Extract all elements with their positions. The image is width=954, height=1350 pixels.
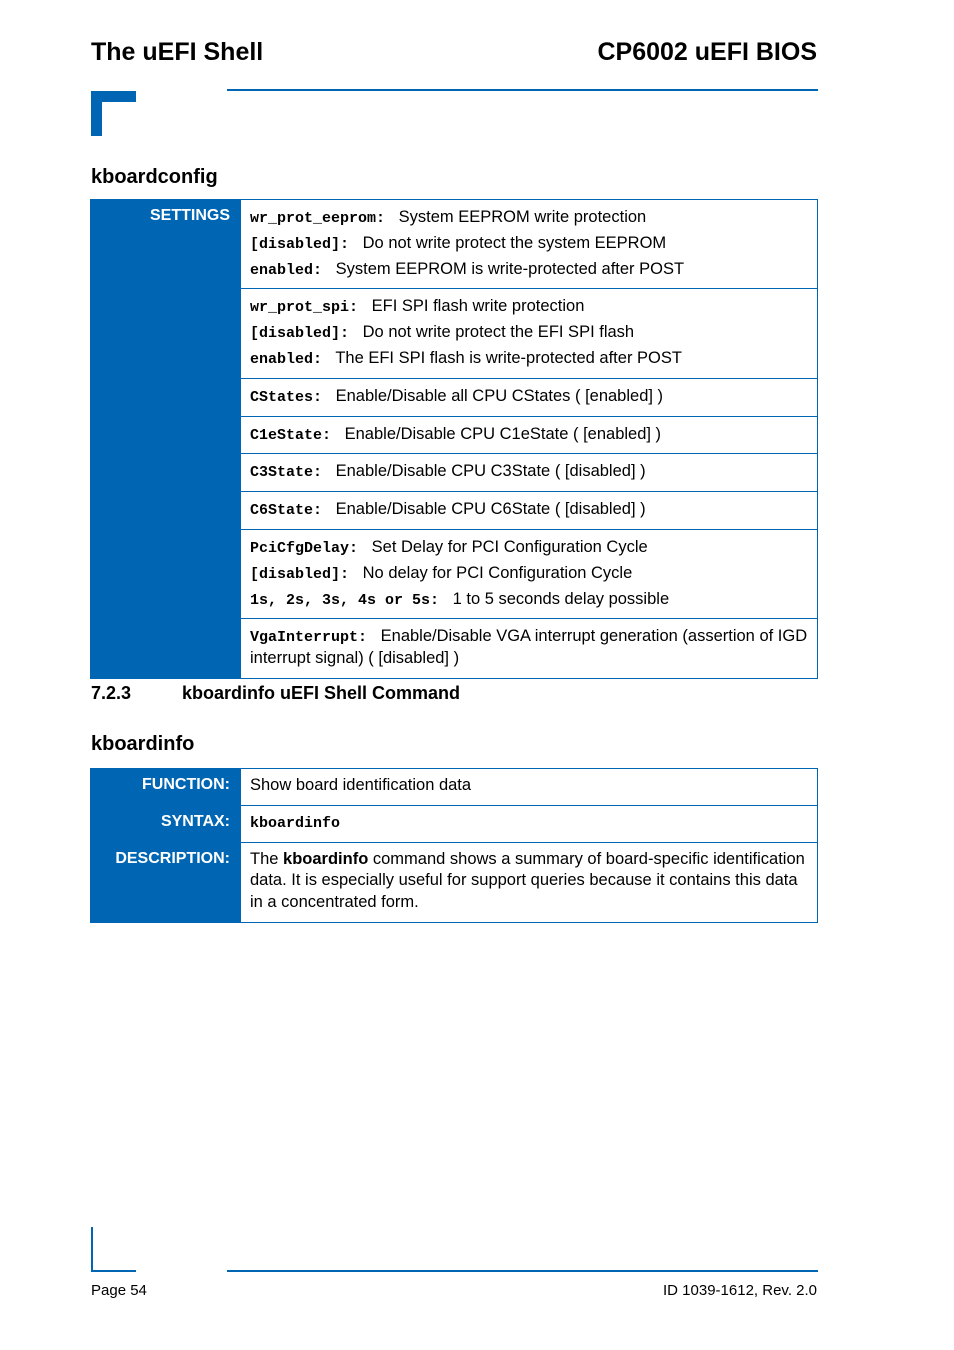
setting-description: Do not write protect the system EEPROM (362, 233, 667, 252)
setting-description: Enable/Disable CPU C6State ( [disabled] ) (335, 500, 646, 519)
setting-description: System EEPROM write protection (398, 208, 647, 226)
setting-line (250, 322, 808, 344)
header-right-title: CP6002 uEFI BIOS (597, 38, 817, 66)
setting-line (250, 207, 808, 229)
setting-key: wr_prot_spi: (250, 299, 359, 317)
setting-line (250, 259, 808, 281)
setting-key: VgaInterrupt: (250, 629, 368, 647)
setting-key: C3State: (250, 464, 323, 482)
setting-description: Set Delay for PCI Configuration Cycle (371, 537, 648, 556)
setting-key: [disabled]: (250, 565, 350, 583)
setting-key: CStates: (250, 388, 323, 406)
setting-line (250, 386, 808, 408)
setting-line (250, 461, 808, 483)
page-number: Page 54 (91, 1282, 147, 1299)
setting-key: wr_prot_eeprom: (250, 210, 386, 227)
settings-cell (241, 416, 818, 454)
setting-description: Enable/Disable CPU C1eState ( [enabled] ) (344, 424, 662, 443)
function-row (91, 769, 818, 806)
setting-line (250, 424, 808, 446)
setting-description: Enable/Disable VGA interrupt generation (assertion of IGD interrupt signal) ( [disabled] ) (250, 627, 808, 668)
syntax-cell (241, 805, 818, 842)
setting-key: enabled: (250, 350, 323, 368)
setting-key: PciCfgDelay: (250, 539, 359, 557)
description-label: DESCRIPTION: (91, 842, 241, 922)
description-command: kboardinfo (283, 849, 369, 868)
section-title: kboardinfo uEFI Shell Command (182, 683, 461, 703)
settings-cell (241, 492, 818, 530)
function-text: Show board identification data (241, 769, 818, 806)
settings-cell (241, 529, 818, 618)
setting-line (250, 233, 808, 255)
description-row (91, 842, 818, 922)
setting-line (250, 589, 808, 611)
setting-line (250, 626, 808, 670)
settings-cell (241, 289, 818, 378)
setting-description: EFI SPI flash write protection (371, 297, 585, 316)
setting-key: C6State: (250, 502, 323, 520)
setting-line (250, 296, 808, 318)
kboardinfo-heading: kboardinfo (91, 733, 195, 755)
setting-line (250, 563, 808, 585)
setting-description: System EEPROM is write-protected after POST (335, 259, 685, 278)
setting-line (250, 537, 808, 559)
header-left-title: The uEFI Shell (91, 38, 264, 66)
settings-cell (241, 200, 818, 289)
settings-cell (241, 454, 818, 492)
syntax-text: kboardinfo (250, 814, 341, 832)
settings-row (91, 200, 818, 289)
settings-cell (241, 378, 818, 416)
kboardconfig-table (90, 199, 818, 679)
settings-cell (241, 619, 818, 679)
header-rule (227, 89, 818, 91)
settings-label: SETTINGS (91, 200, 241, 679)
setting-key: C1eState: (250, 426, 332, 444)
setting-description: No delay for PCI Configuration Cycle (362, 563, 633, 582)
setting-key: 1s, 2s, 3s, 4s or 5s: (250, 591, 440, 609)
corner-mark-top (91, 91, 136, 136)
setting-key: enabled: (250, 261, 323, 279)
function-label: FUNCTION: (91, 769, 241, 806)
setting-description: Enable/Disable CPU C3State ( [disabled] ) (335, 462, 646, 481)
document-id: ID 1039-1612, Rev. 2.0 (663, 1282, 817, 1299)
section-heading (91, 683, 460, 704)
setting-description: The EFI SPI flash is write-protected after POST (335, 348, 682, 367)
description-text: The kboardinfo command shows a summary of board-specific identification data. It is especially useful for support queries because it contains this data in a concentrated form. (241, 842, 818, 922)
setting-description: Do not write protect the EFI SPI flash (362, 323, 635, 342)
setting-key: [disabled]: (250, 235, 350, 253)
syntax-label: SYNTAX: (91, 805, 241, 842)
syntax-row (91, 805, 818, 842)
setting-line (250, 499, 808, 521)
setting-line (250, 348, 808, 370)
corner-mark-bottom (91, 1227, 136, 1272)
kboardinfo-table (90, 768, 818, 923)
setting-description: 1 to 5 seconds delay possible (452, 589, 670, 608)
setting-description: Enable/Disable all CPU CStates ( [enabled] ) (335, 386, 664, 405)
section-number: 7.2.3 (91, 683, 132, 703)
kboardconfig-heading: kboardconfig (91, 166, 218, 188)
footer-rule (227, 1270, 818, 1272)
setting-key: [disabled]: (250, 325, 350, 343)
